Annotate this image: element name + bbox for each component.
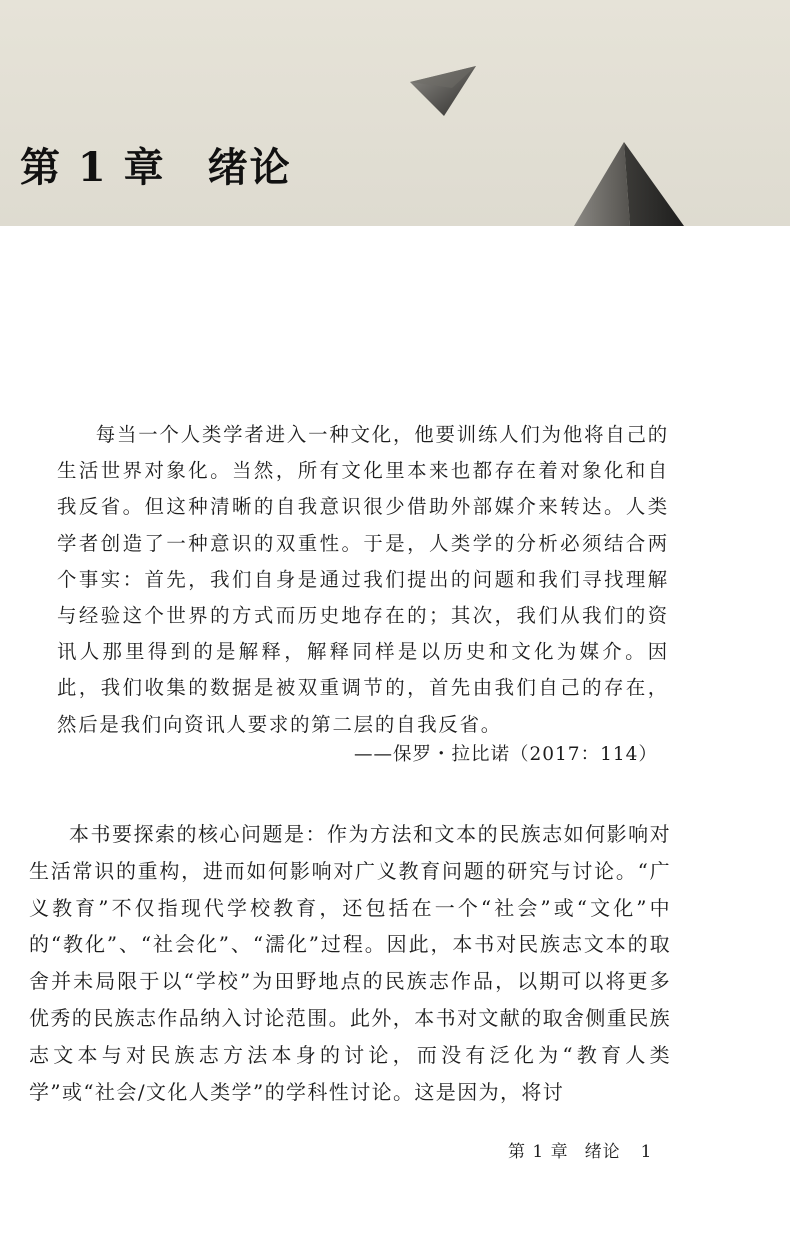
epigraph-quote: 每当一个人类学者进入一种文化，他要训练人们为他将自己的生活世界对象化。当然，所有文化里本来也都存在着对象化和自我反省。但这种清晰的自我意识很少借助外部媒介来转达。人类学者创造了一种意识的双重性。于是，人类学的分析必须结合两个事实：首先，我们自身是通过我们提出的问题和我们寻找理解与经验这个世界的方式而历史地存在的；其次，我们从我们的资讯人那里得到的是解释，解释同样是以历史和文化为媒介。因此，我们收集的数据是被双重调节的，首先由我们自己的存在，然后是我们向资讯人要求的第二层的自我反省。 bbox=[57, 423, 669, 736]
footer-chapter-name: 绪论 bbox=[584, 1142, 621, 1162]
floating-shard-icon bbox=[402, 58, 482, 120]
pyramid-icon bbox=[570, 138, 688, 226]
epigraph-attribution: ——保罗・拉比诺（2017：114） bbox=[354, 744, 658, 765]
page-footer bbox=[508, 1139, 678, 1165]
chapter-title: 第 1 章 绪论 bbox=[20, 144, 292, 191]
chapter-header-band bbox=[0, 0, 790, 226]
page-number: 1 bbox=[640, 1142, 653, 1162]
footer-chapter-label: 第 1 章 bbox=[508, 1142, 569, 1162]
body-paragraph: 本书要探索的核心问题是：作为方法和文本的民族志如何影响对生活常识的重构，进而如何影响对广义教育问题的研究与讨论。“广义教育”不仅指现代学校教育，还包括在一个“社会”或“文化”中的“教化”、“社会化”、“濡化”过程。因此，本书对民族志文本的取舍并未局限于以“学校”为田野地点的民族志作品，以期可以将更多优秀的民族志作品纳入讨论范围。此外，本书对文献的取舍侧重民族志文本与对民族志方法本身的讨论，而没有泛化为“教育人类学”或“社会/文化人类学”的学科性讨论。这是因为，将讨 bbox=[29, 822, 671, 1104]
